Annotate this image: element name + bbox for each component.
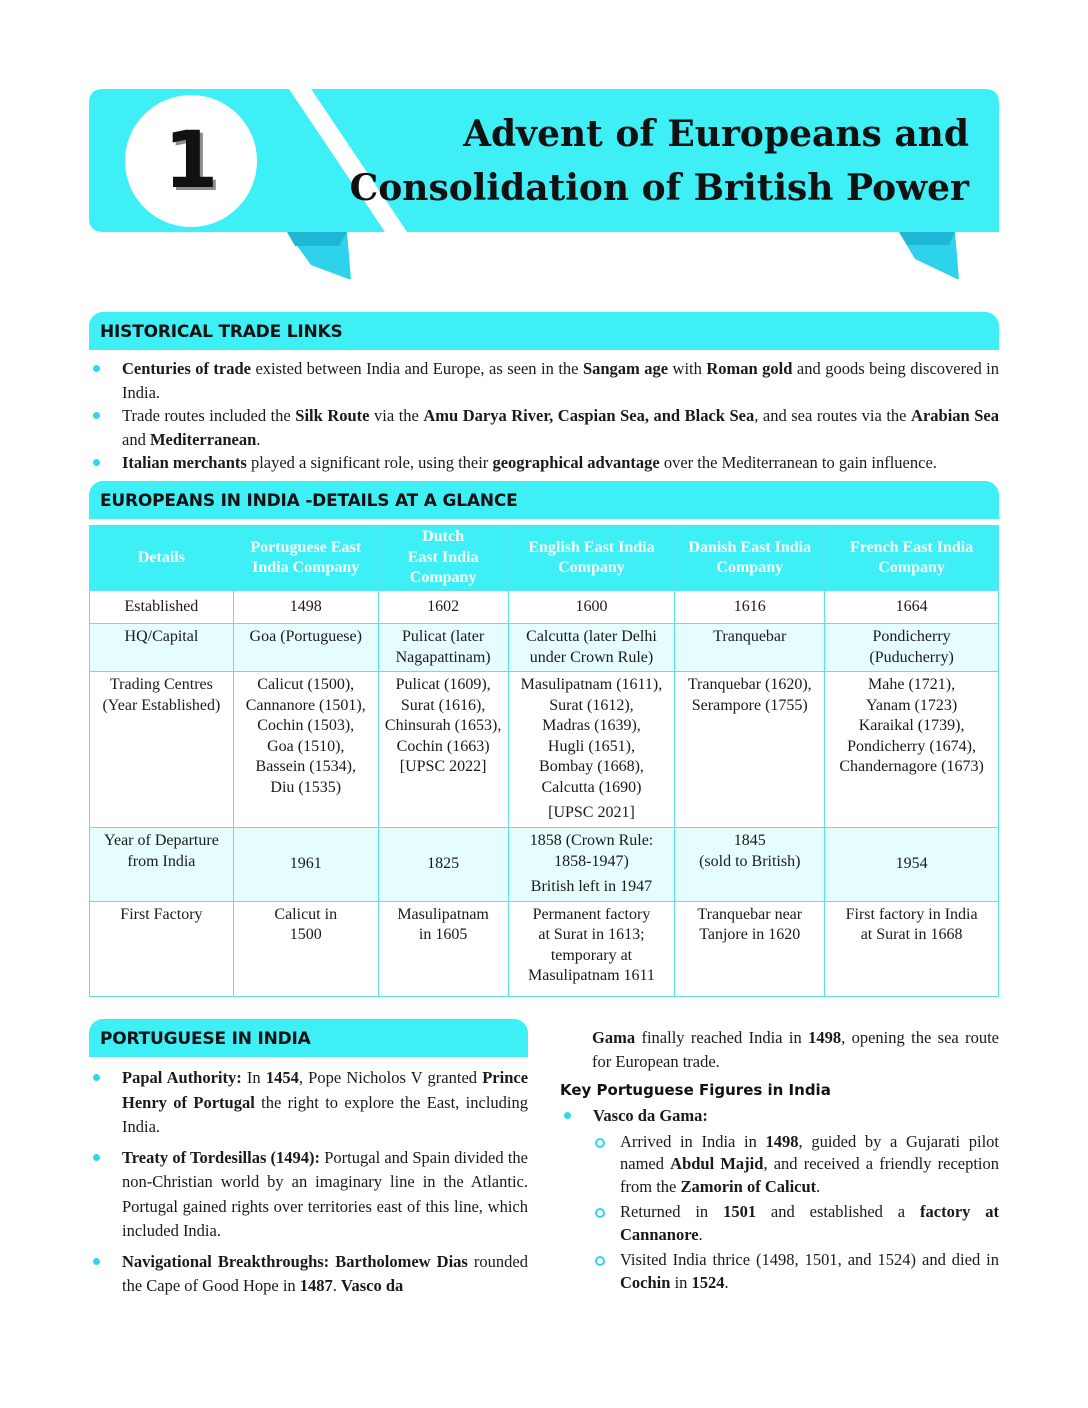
section-heading-portuguese: PORTUGUESE IN INDIA: [89, 1019, 528, 1057]
list-item: [89, 1146, 528, 1244]
bold-text: Papal Authority:: [122, 1068, 242, 1087]
cell-line: Calcutta (later Delhi: [526, 628, 657, 645]
cell-line: Chinsurah (1653),: [384, 717, 502, 734]
table-cell: [675, 828, 825, 902]
cell-line: Company: [409, 569, 477, 587]
body-text: Trade routes included the: [122, 406, 296, 425]
chapter-banner: [89, 89, 999, 279]
cell-line: Pondicherry (1674),: [847, 737, 976, 755]
cell-line: First factory in India: [845, 905, 978, 923]
body-text: .: [256, 429, 261, 449]
cell-line: Company: [716, 559, 784, 576]
bold-text: Arabian Sea: [911, 406, 999, 425]
table-cell: [233, 624, 378, 672]
cell-line: Cochin (1663): [396, 737, 490, 755]
cell-line: India Company: [252, 559, 360, 576]
section-heading-glance: EUROPEANS IN INDIA -DETAILS AT A GLANCE: [89, 481, 999, 519]
figure-name: Vasco da Gama:: [593, 1106, 708, 1125]
cell-line: Calcutta (1690): [541, 778, 642, 796]
cell-line: Masulipatnam: [397, 905, 489, 923]
cell-line: under Crown Rule): [529, 648, 654, 666]
bold-text: Silk Route: [295, 406, 370, 425]
table-row: [90, 901, 999, 996]
bold-text: Abdul Majid: [670, 1154, 764, 1173]
cell-line: temporary at: [550, 946, 633, 964]
body-text: via the: [369, 406, 424, 425]
body-text: Portugal and Spain divided the non-Christian world by an imaginary line in the Atlantic. Portugal gained rights over territories east of this line, which included India.: [122, 1147, 528, 1240]
cell-line: Surat (1612),: [549, 696, 634, 714]
bold-text: Navigational Breakthroughs: Bartholomew Dias: [122, 1251, 468, 1271]
table-cell: [233, 901, 378, 996]
cell-line: (Puducherry): [869, 648, 954, 666]
cell-line: 1498: [289, 597, 322, 615]
table-row: [90, 591, 999, 624]
cell-line: 1954: [895, 855, 928, 872]
list-item: [89, 404, 999, 451]
cell-line: Surat (1616),: [400, 696, 486, 714]
body-text: and goods being discovered in India.: [122, 359, 1000, 402]
table-cell: [378, 828, 508, 902]
table-row: [90, 672, 999, 828]
cell-line: Trading Centres: [109, 676, 213, 693]
body-text: finally reached India in: [635, 1028, 809, 1047]
cell-line: Danish East India: [688, 538, 812, 556]
cell-line: Pulicat (later: [402, 628, 485, 645]
body-text: existed between India and Europe, as seen in the: [251, 359, 583, 378]
cell-line: Chandernagore (1673): [839, 758, 984, 775]
bold-text: Treaty of Tordesillas (1494):: [122, 1147, 321, 1167]
bold-text: 1487: [299, 1276, 333, 1295]
table-cell: [508, 901, 675, 996]
table-cell: [675, 901, 825, 996]
body-text: and established a: [756, 1202, 920, 1221]
cell-line: 1961: [289, 855, 322, 872]
list-item: [560, 1104, 999, 1294]
chapter-number: 1: [125, 95, 257, 227]
body-text: .: [332, 1276, 342, 1295]
table-cell: [508, 828, 675, 902]
bold-text: 1501: [723, 1202, 757, 1221]
cell-line: Pondicherry: [872, 628, 951, 645]
cell-line: Permanent factory: [532, 905, 651, 923]
table-cell: [378, 591, 508, 624]
trade-links-list: [89, 357, 999, 475]
cell-line: Nagapattinam): [395, 648, 491, 666]
cell-line: Bombay (1668),: [539, 758, 644, 775]
body-text: Visited India thrice (1498, 1501, and 1524) and died in: [620, 1250, 999, 1269]
body-text: played a significant role, using their: [246, 453, 493, 472]
table-cell: [825, 901, 999, 996]
bold-text: 1498: [808, 1028, 842, 1047]
cell-line: Tanjore in 1620: [699, 926, 801, 943]
europeans-glance-table: [89, 525, 999, 997]
body-text: .: [724, 1272, 729, 1292]
body-text: rounded the Cape of Good Hope in: [122, 1251, 528, 1295]
cell-line: 1500: [289, 926, 322, 943]
table-header-row: [90, 526, 999, 591]
row-label-cell: [90, 624, 234, 672]
table-cell: [825, 672, 999, 828]
table-cell: [378, 624, 508, 672]
cell-line: Serampore (1755): [691, 696, 808, 714]
body-text: and: [122, 429, 150, 449]
bold-text: 1454: [265, 1068, 299, 1087]
cell-line: Cochin (1503),: [257, 717, 355, 734]
body-text: in: [670, 1272, 692, 1292]
bold-text: 1524: [691, 1272, 725, 1292]
cell-line: Goa (1510),: [267, 737, 345, 755]
body-text: .: [698, 1224, 703, 1244]
list-item: [593, 1249, 999, 1294]
body-text: Arrived in India in: [620, 1131, 766, 1151]
cell-line: 1845: [733, 832, 766, 849]
row-label-cell: [90, 901, 234, 996]
cell-line: Calicut (1500),: [257, 676, 355, 693]
cell-line: Cannanore (1501),: [245, 696, 366, 714]
table-cell: [825, 591, 999, 624]
section-heading-trade-links: HISTORICAL TRADE LINKS: [89, 312, 999, 350]
cell-line: (sold to British): [699, 852, 801, 870]
bold-text: Sangam age: [582, 359, 669, 378]
cell-line: in 1605: [418, 926, 468, 943]
cell-line: Company: [878, 559, 945, 576]
cell-line: Tranquebar near: [697, 905, 803, 923]
table-cell: [233, 672, 378, 828]
cell-line: English East India: [528, 538, 655, 556]
table-cell: [233, 828, 378, 902]
table-row: [90, 828, 999, 902]
body-text: Returned in: [620, 1202, 724, 1221]
table-cell: [825, 624, 999, 672]
cell-line: Masulipatnam (1611),: [520, 676, 663, 693]
body-text: In: [241, 1068, 266, 1087]
bold-text: Zamorin of Calicut: [680, 1176, 817, 1196]
table-header-cell: [90, 526, 234, 591]
cell-line: Calicut in: [274, 905, 338, 923]
bold-text: Cochin: [620, 1272, 671, 1292]
cell-line: Company: [558, 559, 625, 576]
cell-line: East India: [407, 548, 479, 566]
body-text: , opening the sea route for European trade.: [592, 1028, 999, 1071]
body-text: , Pope Nicholos V granted: [298, 1068, 483, 1087]
cell-line: Yanam (1723): [865, 696, 958, 714]
bold-text: Prince Henry of Portugal: [122, 1068, 529, 1112]
table-header-cell: [233, 526, 378, 591]
cell-line: Dutch: [422, 528, 464, 546]
bold-text: Roman gold: [706, 359, 793, 378]
bold-text: factory at Cannanore: [620, 1202, 999, 1244]
cell-line: 1602: [427, 597, 460, 615]
list-item: [593, 1201, 999, 1246]
cell-line: Hugli (1651),: [547, 737, 636, 755]
table-cell: [675, 591, 825, 624]
cell-line: HQ/Capital: [124, 628, 199, 645]
table-cell: [508, 591, 675, 624]
cell-line: Pulicat (1609),: [395, 676, 491, 693]
body-text: , and sea routes via the: [754, 406, 912, 425]
row-label-cell: [90, 672, 234, 828]
portuguese-continuation: [592, 1026, 999, 1073]
table-header-cell: [675, 526, 825, 591]
cell-line: (Year Established): [102, 696, 221, 714]
cell-line: Diu (1535): [270, 778, 342, 796]
table-header-cell: [508, 526, 675, 591]
cell-line: Masulipatnam 1611: [527, 967, 655, 984]
cell-line: French East India: [849, 538, 974, 556]
list-item: [89, 451, 999, 475]
bold-text: Gama: [592, 1028, 636, 1047]
table-cell: [508, 624, 675, 672]
body-text: , and received a friendly reception from the: [620, 1154, 1000, 1196]
table-cell: [675, 672, 825, 828]
table-cell: [675, 624, 825, 672]
cell-line: Tranquebar (1620),: [687, 676, 812, 693]
cell-line: 1825: [427, 855, 460, 872]
cell-line: Year of Departure: [104, 832, 219, 849]
cell-line: British left in 1947: [530, 878, 653, 895]
table-row: [90, 624, 999, 672]
list-item: [89, 1250, 528, 1299]
cell-line: Tranquebar: [713, 628, 787, 645]
cell-line: 1664: [895, 597, 928, 615]
body-text: the right to explore the East, including India.: [122, 1092, 528, 1136]
cell-line: at Surat in 1613;: [538, 926, 645, 943]
body-text: .: [816, 1176, 821, 1196]
cell-line: Karaikal (1739),: [858, 717, 965, 734]
cell-line: 1616: [733, 597, 766, 615]
table-cell: [233, 591, 378, 624]
row-label-cell: [90, 591, 234, 624]
key-figures-list: [560, 1104, 999, 1297]
cell-line: [UPSC 2021]: [548, 804, 635, 821]
body-text: over the Mediterranean to gain influence.: [659, 453, 937, 472]
cell-line: Details: [137, 548, 185, 566]
chapter-title-line-1: Advent of Europeans and: [463, 113, 969, 155]
list-item: [89, 357, 999, 404]
bold-text: 1498: [765, 1131, 799, 1151]
cell-line: 1858 (Crown Rule:: [529, 832, 654, 849]
row-label-cell: [90, 828, 234, 902]
cell-line: First Factory: [120, 905, 203, 923]
bold-text: Centuries of trade: [122, 359, 251, 378]
bold-text: Mediterranean: [149, 429, 257, 449]
table-cell: [378, 901, 508, 996]
chapter-title-line-2: Consolidation of British Power: [349, 167, 969, 209]
bold-text: Amu Darya River, Caspian Sea, and Black Sea: [423, 406, 755, 425]
cell-line: Goa (Portuguese): [249, 628, 362, 645]
bold-text: geographical advantage: [492, 453, 660, 472]
cell-line: [UPSC 2022]: [399, 758, 487, 775]
cell-line: from India: [127, 852, 196, 870]
list-item: [89, 1066, 528, 1140]
body-text: with: [668, 359, 707, 378]
bold-text: Vasco da: [341, 1276, 404, 1295]
list-item: [593, 1131, 999, 1199]
cell-line: Established: [124, 597, 199, 615]
cell-line: Madras (1639),: [542, 717, 641, 734]
table-cell: [825, 828, 999, 902]
cell-line: Bassein (1534),: [255, 758, 356, 775]
cell-line: 1858-1947): [554, 852, 629, 870]
bold-text: Italian merchants: [122, 453, 247, 472]
table-header-cell: [378, 526, 508, 591]
table-cell: [378, 672, 508, 828]
cell-line: Portuguese East: [250, 538, 362, 556]
table-cell: [508, 672, 675, 828]
key-figures-heading: Key Portuguese Figures in India: [560, 1081, 831, 1099]
table-header-cell: [825, 526, 999, 591]
body-text: , guided by a Gujarati pilot named: [620, 1131, 999, 1173]
chapter-title: [329, 107, 969, 215]
cell-line: at Surat in 1668: [860, 926, 963, 943]
cell-line: Mahe (1721),: [868, 676, 956, 693]
cell-line: 1600: [575, 597, 608, 615]
portuguese-list: [89, 1066, 528, 1305]
figure-points-list: [593, 1131, 999, 1295]
